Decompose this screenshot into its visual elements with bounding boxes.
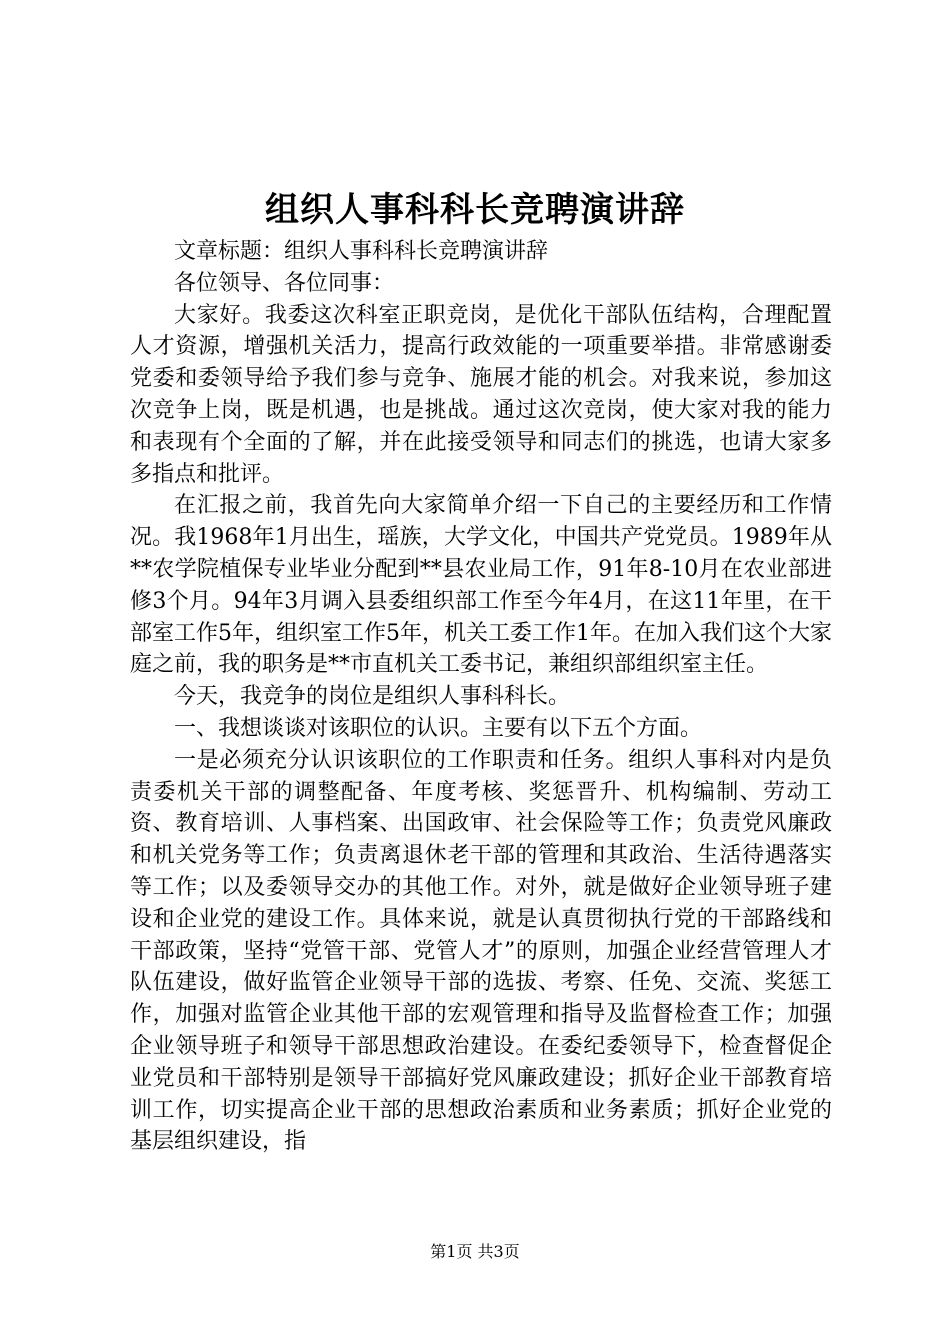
paragraph-article-title: 文章标题：组织人事科科长竞聘演讲辞 [174,239,549,264]
page-number-footer: 第1页 共3页 [430,1242,520,1261]
paragraph-greeting: 大家好。我委这次科室正职竞岗，是优化干部队伍结构，合理配置人才资源，增强机关活力，提高行政效能的一项重要举措。非常感谢委党委和委领导给予我们参与竞争、施展才能的机会。对我来说，参加这次竞争上岗，既是机遇，也是挑战。通过这次竞岗，使大家对我的能力和表现有个全面的了解，并在此接受领导和同志们的挑选，也请大家多多指点和批评。 [130,302,832,487]
paragraph-background: 在汇报之前，我首先向大家简单介绍一下自己的主要经历和工作情况。我1968年1月出生，瑶族，大学文化，中国共产党党员。1989年从**农学院植保专业毕业分配到**县农业局工作，91年8-10月在农业部进修3个月。94年3月调入县委组织部工作至今年4月，在这11年里，在干部室工作5年，组织室工作5年，机关工委工作1年。在加入我们这个大家庭之前，我的职务是**市直机关工委书记，兼组织部组织室主任。 [130,493,832,678]
document-title: 组织人事科科长竞聘演讲辞 [265,190,685,230]
paragraph-position: 今天，我竞争的岗位是组织人事科科长。 [174,684,571,710]
paragraph-duties: 一是必须充分认识该职位的工作职责和任务。组织人事科对内是负责委机关干部的调整配备、年度考核、奖惩晋升、机构编制、劳动工资、教育培训、人事档案、出国政审、社会保险等工作；负责党风廉政和机关党务等工作；负责离退休老干部的管理和其政治、生活待遇落实等工作；以及委领导交办的其他工作。对外，就是做好企业领导班子建设和企业党的建设工作。具体来说，就是认真贯彻执行党的干部路线和干部政策，坚持“党管干部、党管人才”的原则，加强企业经营管理人才队伍建设，做好监管企业领导干部的选拔、考察、任免、交流、奖惩工作，加强对监管企业其他干部的宏观管理和指导及监督检查工作；加强企业领导班子和领导干部思想政治建设。在委纪委领导下，检查督促企业党员和干部特别是领导干部搞好党风廉政建设；抓好企业干部教育培训工作，切实提高企业干部的思想政治素质和业务素质；抓好企业党的基层组织建设，指 [130,747,832,1155]
paragraph-section-heading: 一、我想谈谈对该职位的认识。主要有以下五个方面。 [174,715,703,741]
document-body [130,236,832,1158]
paragraph-salutation: 各位领导、各位同事： [174,270,395,296]
